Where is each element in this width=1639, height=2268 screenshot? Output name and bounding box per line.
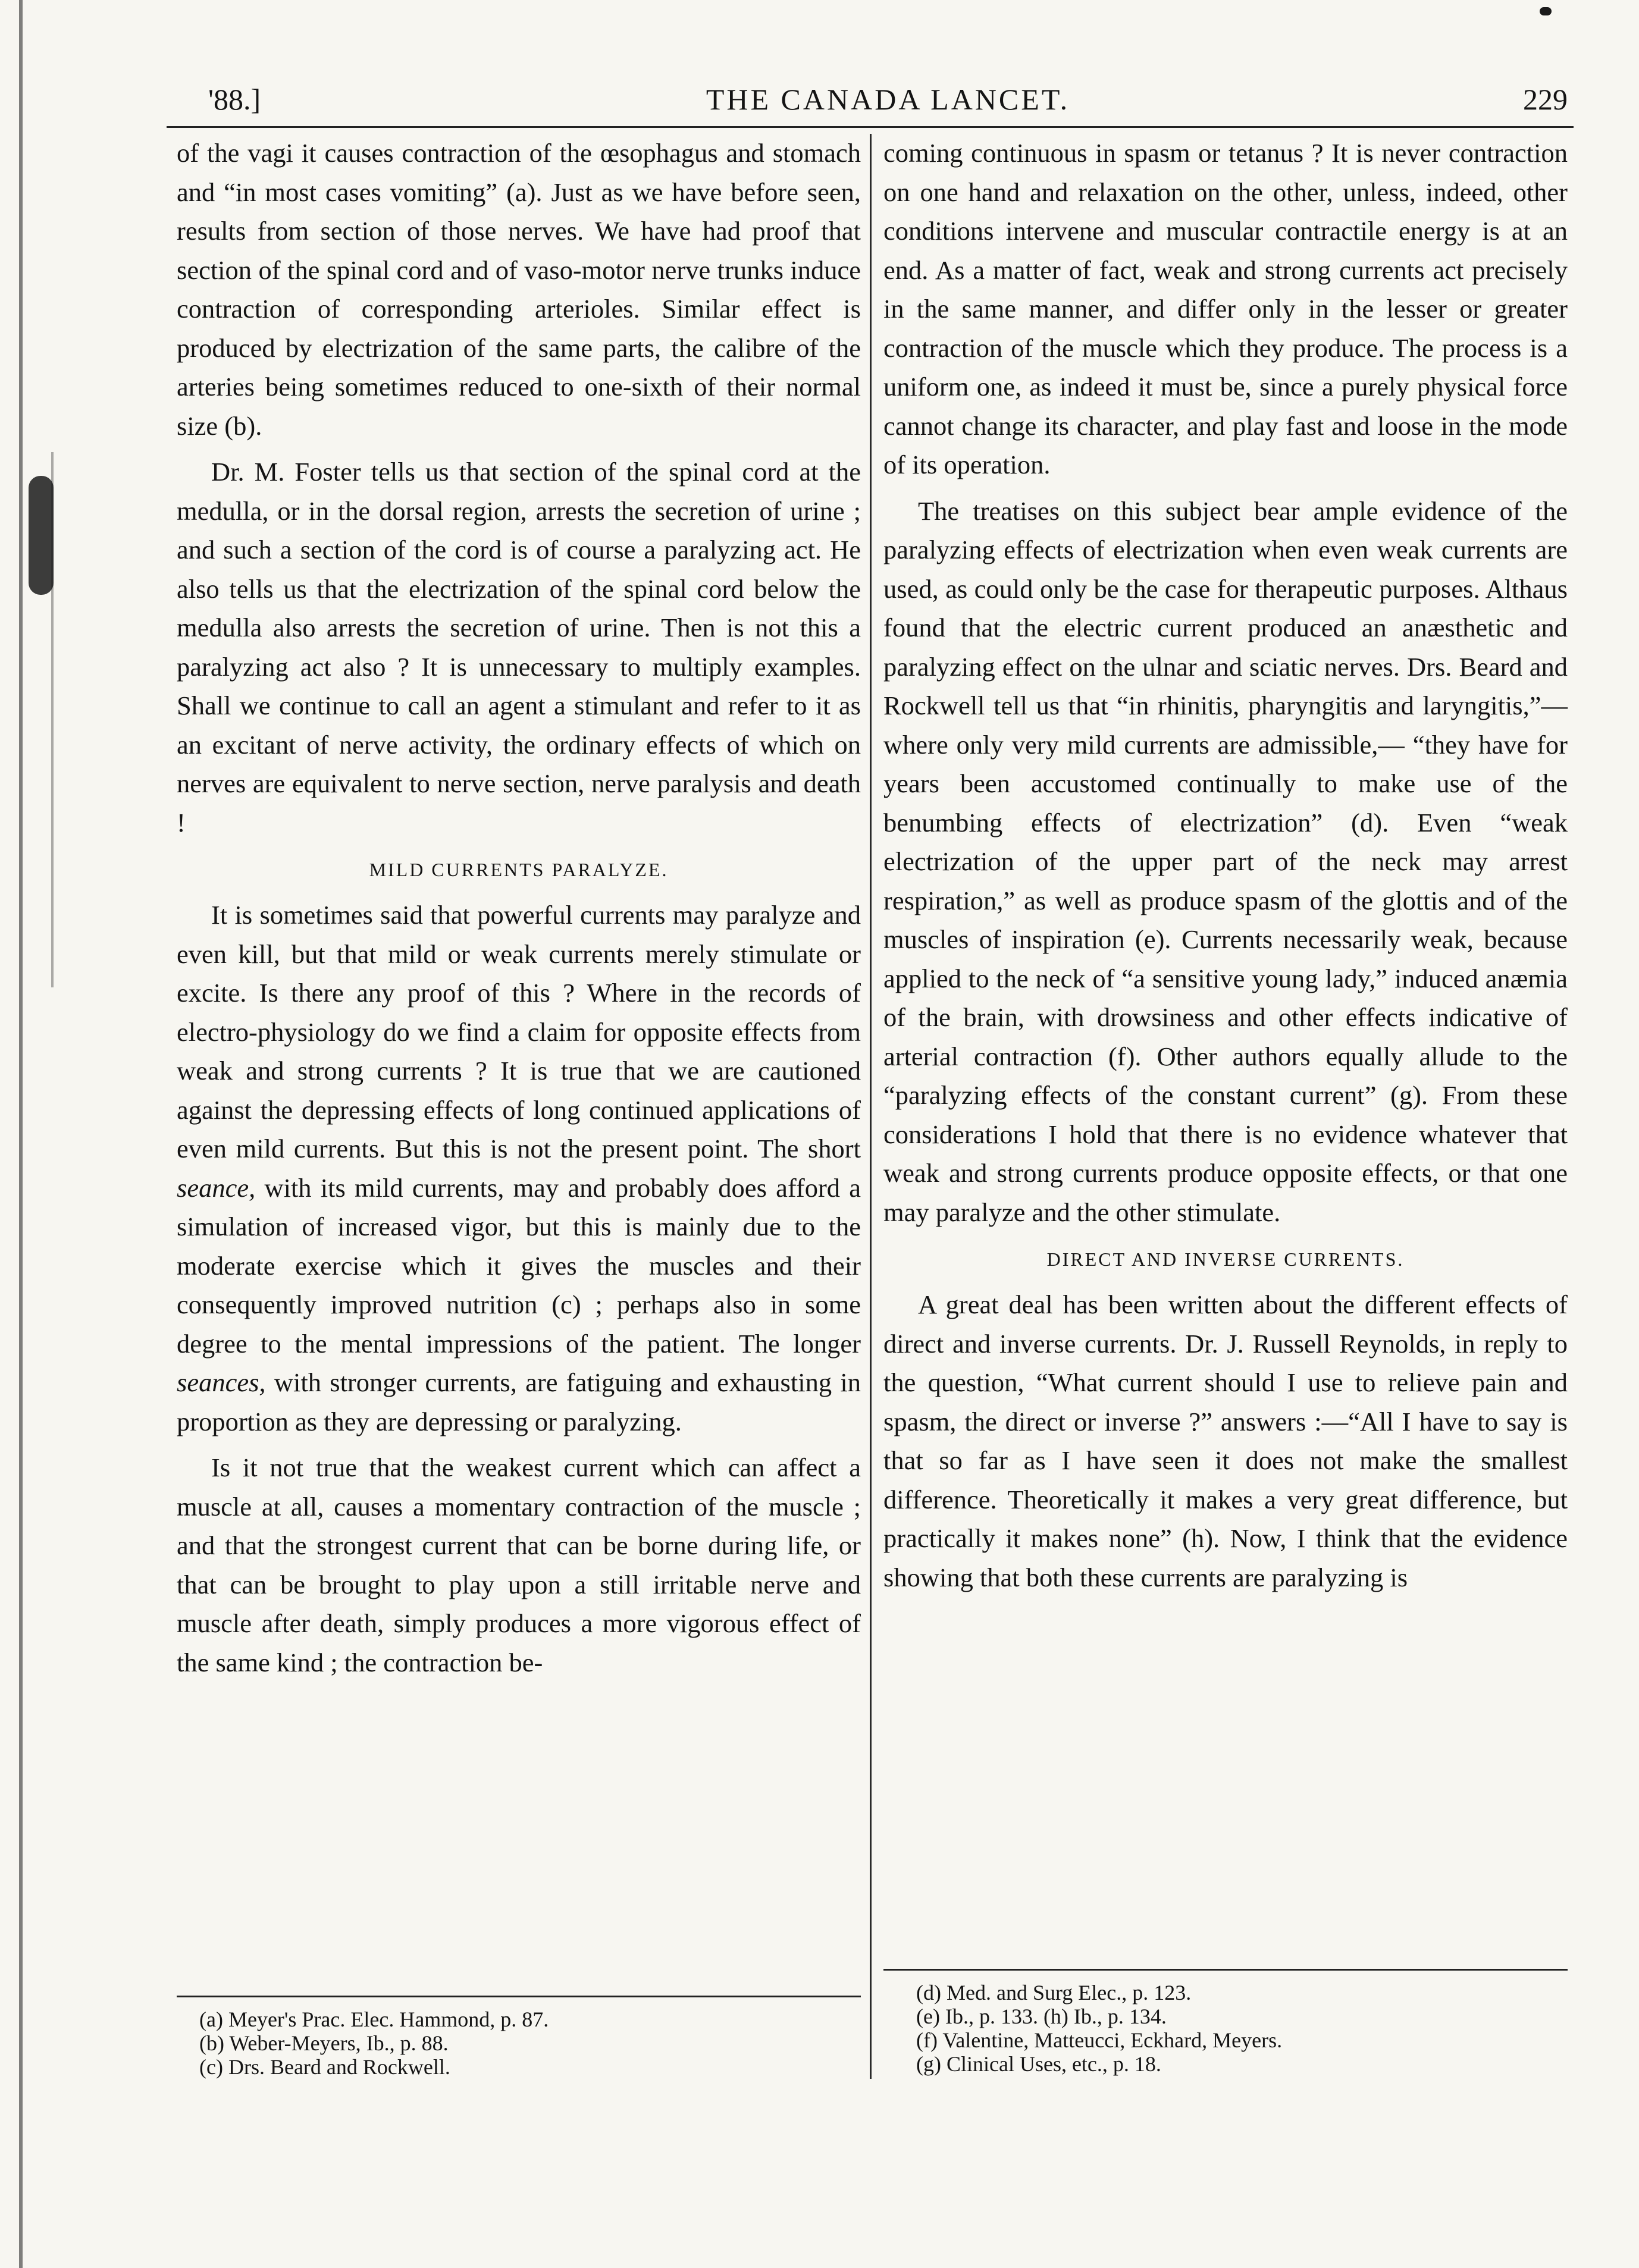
paragraph: The treatises on this subject bear ample evidence of the paralyzing effects of electrization when even weak currents are used, as could only be the case for therapeutic purposes. Althaus found that the electric current produced an anæsthetic and paralyzing effect on the ulnar and sciatic nerves. Drs. Beard and Rockwell tell us that “in rhinitis, pharyngitis and laryngitis,”— where only very mild currents are admissible,— “they have for years been accustomed continually to make use of the benumbing effects of electrization” (d). Even “weak electrization of the upper part of the neck may arrest respiration,” as well as produce spasm of the glottis and of the muscles of inspiration (e). Currents necessarily weak, because applied to the neck of “a sensitive young lady,” induced anæmia of the brain, with drowsiness and other effects indicative of arterial contraction (f). Other authors equally allude to the “paralyzing effects of the constant current” (g). From these considerations I hold that there is no evidence whatever that weak and strong currents produce opposite effects, or that one may paralyze and the other stimulate. — [883, 495, 1568, 1227]
header-rule — [167, 126, 1574, 128]
footnotes-left — [199, 2007, 549, 2079]
right-column — [883, 134, 1568, 1604]
page-number: 229 — [1523, 83, 1568, 116]
footnote: (b) Weber-Meyers, Ib., p. 88. — [199, 2031, 449, 2055]
left-column — [177, 134, 861, 1689]
paragraph-text: with its mild currents, may and probably does afford a simulation of increased vigor, but this is mainly due to the moderate exercise which it gives the muscles and their consequently improved nutrition (c) ; perhaps also in some degree to the mental impressions of the patient. The longer — [177, 1172, 861, 1359]
column-divider — [870, 134, 872, 2079]
scan-edge-line — [19, 0, 23, 2268]
scan-blot — [29, 476, 54, 595]
paragraph-text: It is sometimes said that powerful currents may paralyze and even kill, but that mild or weak currents merely stimulate or excite. Is there any proof of this ? Where in the records of electro-physiology do we find a claim for opposite effects from weak and strong currents ? It is true that we are cautioned against the depressing effects of long continued applications of even mild currents. But this is not the present point. The short — [177, 900, 861, 1163]
footnote: (f) Valentine, Matteucci, Eckhard, Meyers. — [916, 2028, 1283, 2052]
volume-mark: '88.] — [208, 83, 261, 116]
page-header — [208, 82, 1568, 124]
paragraph: coming continuous in spasm or tetanus ? It is never contraction on one hand and relaxation on the other, unless, indeed, other conditions intervene and muscular contractile energy is at an end. As a matter of fact, weak and strong currents act precisely in the same manner, and differ only in the lesser or greater contraction of the muscle which they produce. The process is a uniform one, as indeed it must be, since a purely physical force cannot change its character, and play fast and loose in the mode of its operation. — [883, 138, 1568, 479]
footnote: (a) Meyer's Prac. Elec. Hammond, p. 87. — [199, 2007, 549, 2031]
paragraph: A great deal has been written about the different effects of direct and inverse currents. Dr. J. Russell Reynolds, in reply to the question, “What current should I use to relieve pain and spasm, the direct or inverse ?” answers :—“All I have to say is that so far as I have seen it does not make the smallest difference. Theoretically it makes a very great difference, but practically it makes none” (h). Now, I think that the evidence showing that both these currents are paralyzing is — [883, 1290, 1568, 1592]
footnote-rule-right — [883, 1969, 1568, 1971]
paragraph: Is it not true that the weakest current which can affect a muscle at all, causes a momentary contraction of the muscle ; and that the strongest current that can be borne during life, or that can be brought to play upon a still irritable nerve and muscle after death, simply produces a more vigorous effect of the same kind ; the contraction be- — [177, 1453, 861, 1677]
paragraph-text: with stronger currents, are fatiguing and exhausting in proportion as they are depressing or paralyzing. — [177, 1367, 861, 1436]
paragraph: of the vagi it causes contraction of the œsophagus and stomach and “in most cases vomiting” (a). Just as we have before seen, results from section of those nerves. We have had proof that section of the spinal cord and of vaso-motor nerve trunks induce contraction of corresponding arterioles. Similar effect is produced by electrization of the same parts, the calibre of the arteries being sometimes reduced to one-sixth of their normal size (b). — [177, 138, 861, 441]
journal-title: THE CANADA LANCET. — [706, 83, 1070, 116]
paragraph — [177, 896, 861, 1441]
paragraph: Dr. M. Foster tells us that section of the spinal cord at the medulla, or in the dorsal region, arrests the secretion of urine ; and such a section of the cord is of course a paralyzing act. He also tells us that the electrization of the spinal cord below the medulla also arrests the secretion of urine. Then is not this a paralyzing act also ? It is unnecessary to multiply examples. Shall we continue to call an agent a stimulant and refer to it as an excitant of nerve activity, the ordinary effects of which on nerves are equivalent to nerve section, nerve paralysis and death ! — [177, 457, 861, 837]
section-heading: DIRECT AND INVERSE CURRENTS. — [1046, 1249, 1405, 1270]
italic-term: seance, — [177, 1172, 256, 1203]
footnote: (c) Drs. Beard and Rockwell. — [199, 2055, 450, 2079]
footnote: (e) Ib., p. 133. (h) Ib., p. 134. — [916, 2005, 1167, 2028]
footnote-rule-left — [177, 1996, 861, 1997]
scan-dot — [1540, 7, 1552, 15]
footnote: (d) Med. and Surg Elec., p. 123. — [916, 1981, 1192, 2005]
section-heading: MILD CURRENTS PARALYZE. — [369, 859, 669, 880]
footnote: (g) Clinical Uses, etc., p. 18. — [916, 2052, 1161, 2076]
italic-term: seances, — [177, 1367, 266, 1397]
footnotes-right — [916, 1981, 1282, 2076]
